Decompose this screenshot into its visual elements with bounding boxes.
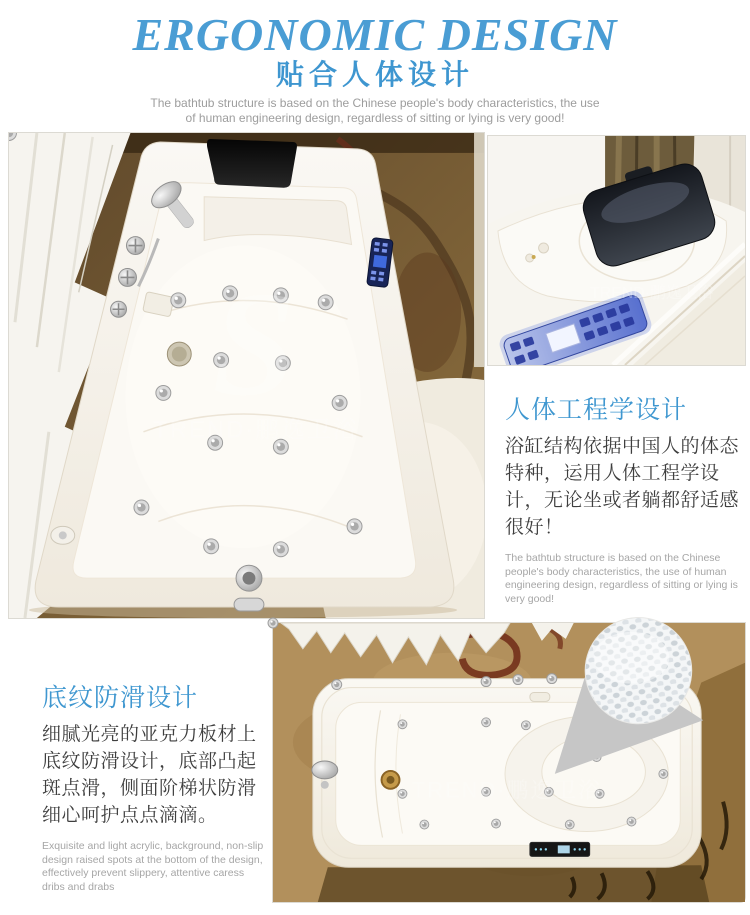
page-title: ERGONOMIC DESIGN (132, 9, 618, 60)
headrest-detail-photo (487, 135, 746, 366)
header (0, 0, 750, 126)
control-panel (530, 842, 590, 856)
header-subtitle-line2: of human engineering design, regardless of sitting or lying is very good! (185, 111, 565, 125)
main-bathtub-illustration (9, 133, 484, 618)
section-antislip-body-cn: 细腻光亮的亚克力板材上底纹防滑设计，底部凸起斑点滑，侧面阶梯状防滑细心呵护点点滴滴。 (42, 724, 257, 826)
texture-photo (272, 622, 746, 903)
faucet-knob (127, 237, 145, 255)
watermark-brand: TREND·鹏逸卫浴 (411, 777, 603, 803)
section-antislip-body-en: Exquisite and light acrylic, background, non-slip design raised spots at the bottom of the design, effectively prevent slippery, attentive caress dribs and drabs (42, 840, 264, 893)
texture-illustration (273, 623, 745, 902)
watermark-monogram: S (212, 261, 296, 427)
header-subtitle-line1: The bathtub structure is based on the Chinese people's body characteristics, the use (150, 96, 600, 110)
section-ergonomic-title: 人体工程学设计 (505, 396, 688, 424)
speaker-jet (167, 342, 191, 366)
section-ergonomic (505, 394, 748, 606)
main-bathtub-photo (8, 132, 485, 619)
section-ergonomic-body-en: The bathtub structure is based on the Chinese people's body characteristics, the use of human engineering design, regardless of sitting or lying is very good! (505, 552, 738, 605)
faucet (312, 761, 338, 779)
right-curtain-strip (474, 133, 484, 367)
page-title-cn: 贴合人体设计 (275, 59, 474, 90)
headrest-illustration (488, 136, 745, 365)
faucet-knob (119, 268, 137, 286)
watermark-brand: TREND·鹏逸卫浴 (153, 416, 359, 444)
section-antislip-title: 底纹防滑设计 (42, 684, 199, 712)
section-antislip (42, 682, 274, 894)
gold-jet (382, 771, 400, 789)
section-ergonomic-body-cn: 浴缸结构依据中国人的体态特种，运用人体工程学设计，无论坐或者躺都舒适感很好！ (505, 436, 740, 538)
headrest-pillow (207, 139, 297, 188)
faucet-knob (111, 301, 127, 317)
watermark-brand: TREND·鹏逸卫浴 (590, 284, 714, 303)
